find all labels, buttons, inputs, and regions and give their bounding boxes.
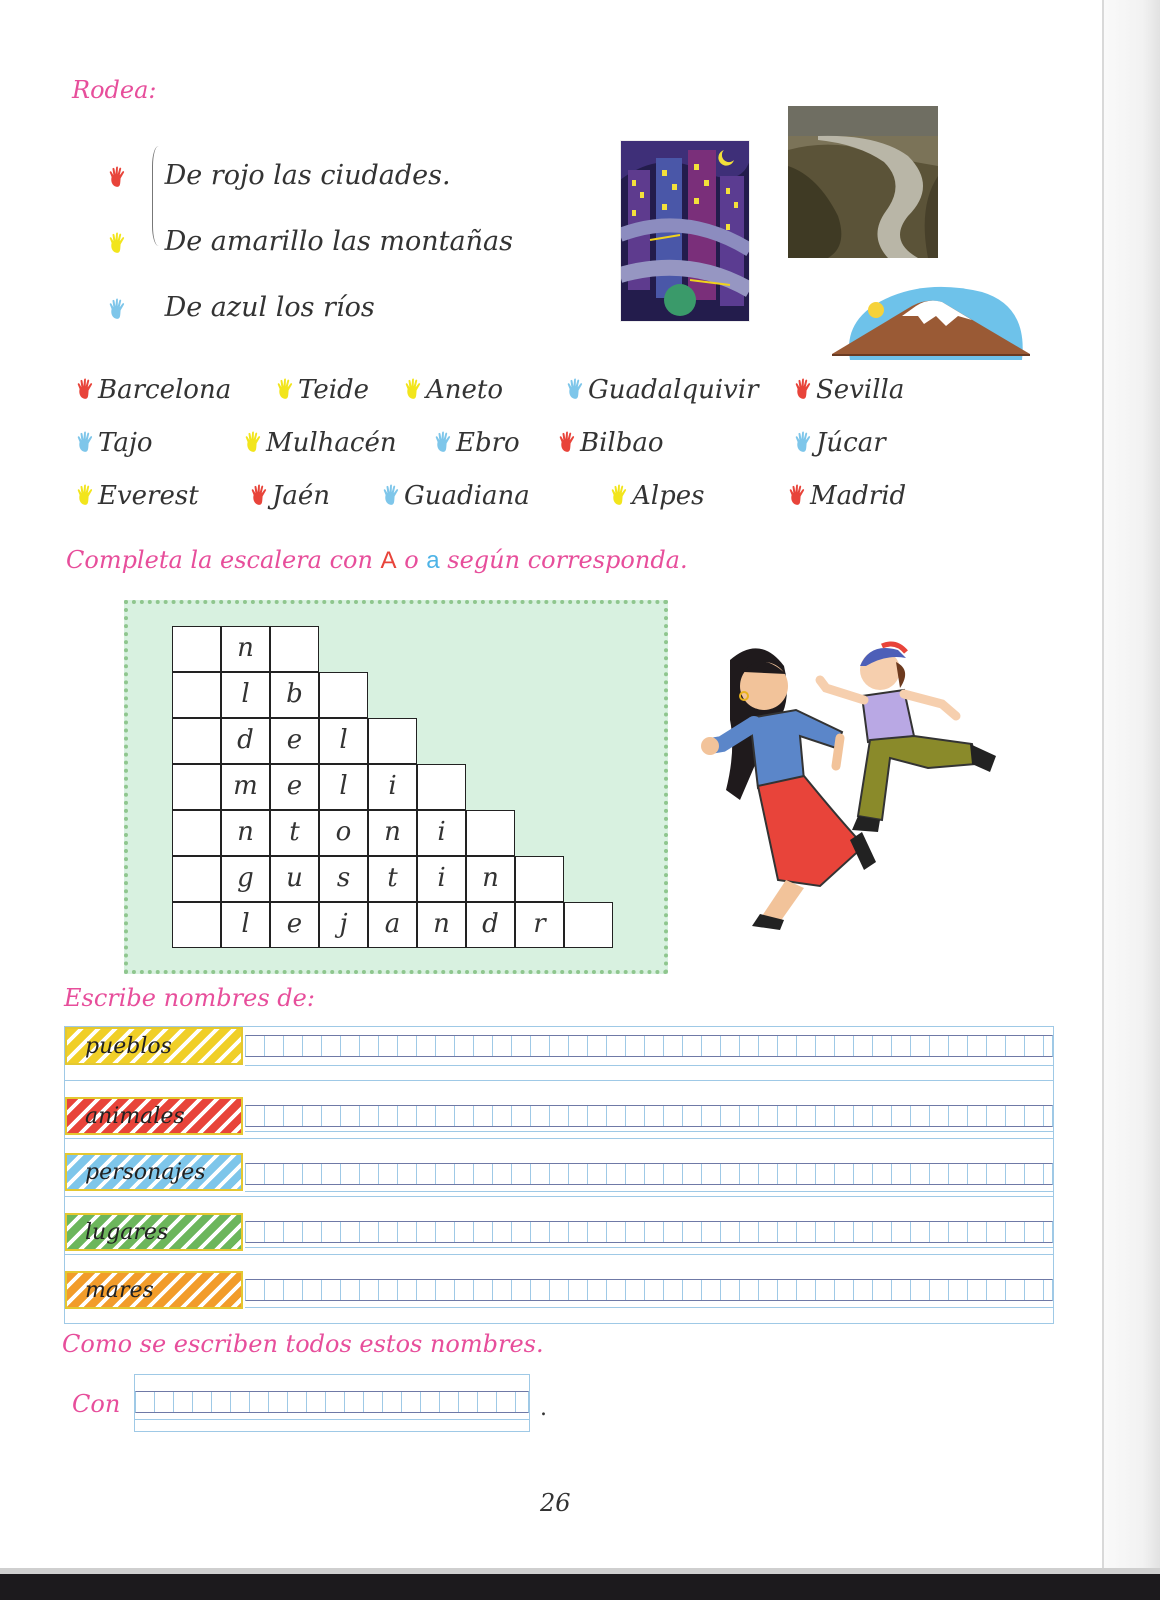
write-row-lugares [64,1196,1054,1255]
word-guadiana [382,481,530,511]
word-text: Aneto [426,375,504,405]
label-mares: mares [65,1271,243,1309]
word-text: Ebro [456,428,520,458]
yellow-hand-icon [276,378,294,400]
word-text: Everest [98,481,199,511]
staircase-letter-cell: u [270,856,319,902]
word-text: Júcar [816,428,886,458]
blue-hand-icon [434,431,452,453]
word-text: Madrid [810,481,907,511]
staircase-letter-cell: l [319,718,368,764]
word-teide [276,375,369,405]
staircase-letter-cell: n [221,810,270,856]
word-text: Tajo [98,428,153,458]
word-barcelona [76,375,231,405]
writing-grid[interactable] [245,1035,1053,1057]
word-text: Guadiana [404,481,530,511]
guide-line [245,1191,1053,1192]
blue-hand-icon [76,431,94,453]
staircase-end-cell[interactable] [417,764,466,810]
staircase-end-cell[interactable] [270,626,319,672]
page-edge [1102,0,1160,1600]
guide-line [245,1307,1053,1308]
city-picture [620,140,750,322]
con-answer-box[interactable] [134,1374,530,1432]
word-bilbao [558,428,664,458]
guide-line [135,1419,529,1420]
lower-a-letter: a [426,547,440,574]
yellow-hand-icon [108,232,126,254]
staircase-blank-cell[interactable] [172,856,221,902]
word-madrid [788,481,906,511]
writing-grid[interactable] [245,1221,1053,1243]
word-jucar [794,428,886,458]
upper-a-letter: A [380,547,397,574]
writing-grid[interactable] [135,1391,529,1413]
red-hand-icon [108,166,126,188]
staircase-letter-cell: r [515,902,564,948]
writing-grid[interactable] [245,1105,1053,1127]
staircase-end-cell[interactable] [515,856,564,902]
staircase-letter-cell: a [368,902,417,948]
word-text: Jaén [272,481,331,511]
staircase-end-cell[interactable] [319,672,368,718]
guide-line [245,1065,1053,1066]
staircase-letter-cell: m [221,764,270,810]
staircase-letter-cell: n [417,902,466,948]
write-row-personajes [64,1138,1054,1197]
rodea-item-red [108,160,451,191]
red-hand-icon [788,484,806,506]
staircase-end-cell[interactable] [466,810,515,856]
write-row-pueblos [64,1026,1054,1081]
word-alpes [610,481,704,511]
escalera-title-start: Completa la escalera con [66,546,381,574]
write-row-mares [64,1254,1054,1324]
blue-hand-icon [794,431,812,453]
staircase-end-cell[interactable] [564,902,613,948]
blue-hand-icon [108,298,126,320]
staircase-letter-cell: i [368,764,417,810]
staircase-letter-cell: e [270,764,319,810]
label-personajes: personajes [65,1153,243,1191]
red-hand-icon [76,378,94,400]
writing-grid[interactable] [245,1163,1053,1185]
rodea-item-blue-text: De azul los ríos [164,292,375,323]
staircase-letter-cell: e [270,718,319,764]
staircase-letter-cell: n [221,626,270,672]
period: . [540,1396,547,1421]
staircase-letter-cell: l [221,672,270,718]
staircase-letter-cell: t [368,856,417,902]
label-lugares: lugares [65,1213,243,1251]
staircase-blank-cell[interactable] [172,764,221,810]
word-sevilla [794,375,904,405]
yellow-hand-icon [76,484,94,506]
staircase-letter-cell: t [270,810,319,856]
staircase-letter-cell: s [319,856,368,902]
word-text: Guadalquivir [588,375,759,405]
mountain-picture [832,276,1030,360]
escalera-title [66,546,688,575]
red-hand-icon [558,431,576,453]
word-tajo [76,428,153,458]
staircase-letter-cell: d [221,718,270,764]
word-text: Mulhacén [266,428,397,458]
river-picture [788,106,938,258]
word-text: Teide [298,375,370,405]
escribe-title: Escribe nombres de: [64,984,315,1012]
word-text: Bilbao [580,428,664,458]
rodea-item-yellow-text: De amarillo las montañas [164,226,513,257]
staircase-blank-cell[interactable] [172,672,221,718]
blue-hand-icon [382,484,400,506]
staircase-letter-cell: l [319,764,368,810]
staircase-letter-cell: e [270,902,319,948]
children-running-picture [700,640,1020,940]
word-everest [76,481,199,511]
staircase-blank-cell[interactable] [172,902,221,948]
staircase-end-cell[interactable] [368,718,417,764]
rodea-item-red-text: De rojo las ciudades. [164,160,451,191]
staircase-letter-cell: i [417,856,466,902]
staircase-letter-cell: n [368,810,417,856]
label-animales: animales [65,1097,243,1135]
write-row-animales [64,1080,1054,1139]
guide-line [245,1247,1053,1248]
blue-hand-icon [566,378,584,400]
rodea-item-yellow [108,226,513,257]
yellow-hand-icon [404,378,422,400]
word-text: Alpes [632,481,705,511]
staircase-letter-cell: o [319,810,368,856]
escalera-title-mid: o [396,546,427,574]
word-aneto [404,375,503,405]
yellow-hand-icon [610,484,628,506]
word-ebro [434,428,520,458]
word-guadalquivir [566,375,759,405]
word-jaen [250,481,330,511]
word-text: Sevilla [816,375,905,405]
word-text: Barcelona [98,375,232,405]
label-pueblos: pueblos [65,1027,243,1065]
staircase-letter-cell: i [417,810,466,856]
escalera-title-end: según corresponda. [439,546,688,574]
staircase-letter-cell: b [270,672,319,718]
staircase-letter-cell: l [221,902,270,948]
word-mulhacen [244,428,397,458]
como-title: Como se escriben todos estos nombres. [62,1330,544,1358]
rodea-item-blue [108,292,375,323]
scan-bottom-band [0,1574,1160,1600]
staircase-letter-cell: j [319,902,368,948]
staircase-blank-cell[interactable] [172,626,221,672]
staircase-blank-cell[interactable] [172,718,221,764]
staircase-letter-cell: g [221,856,270,902]
con-label: Con [72,1390,121,1418]
staircase-blank-cell[interactable] [172,810,221,856]
staircase-letter-cell: n [466,856,515,902]
page-number: 26 [540,1489,571,1517]
yellow-hand-icon [244,431,262,453]
red-hand-icon [250,484,268,506]
red-hand-icon [794,378,812,400]
writing-grid[interactable] [245,1279,1053,1301]
rodea-title: Rodea: [72,76,157,104]
guide-line [245,1131,1053,1132]
staircase-letter-cell: d [466,902,515,948]
